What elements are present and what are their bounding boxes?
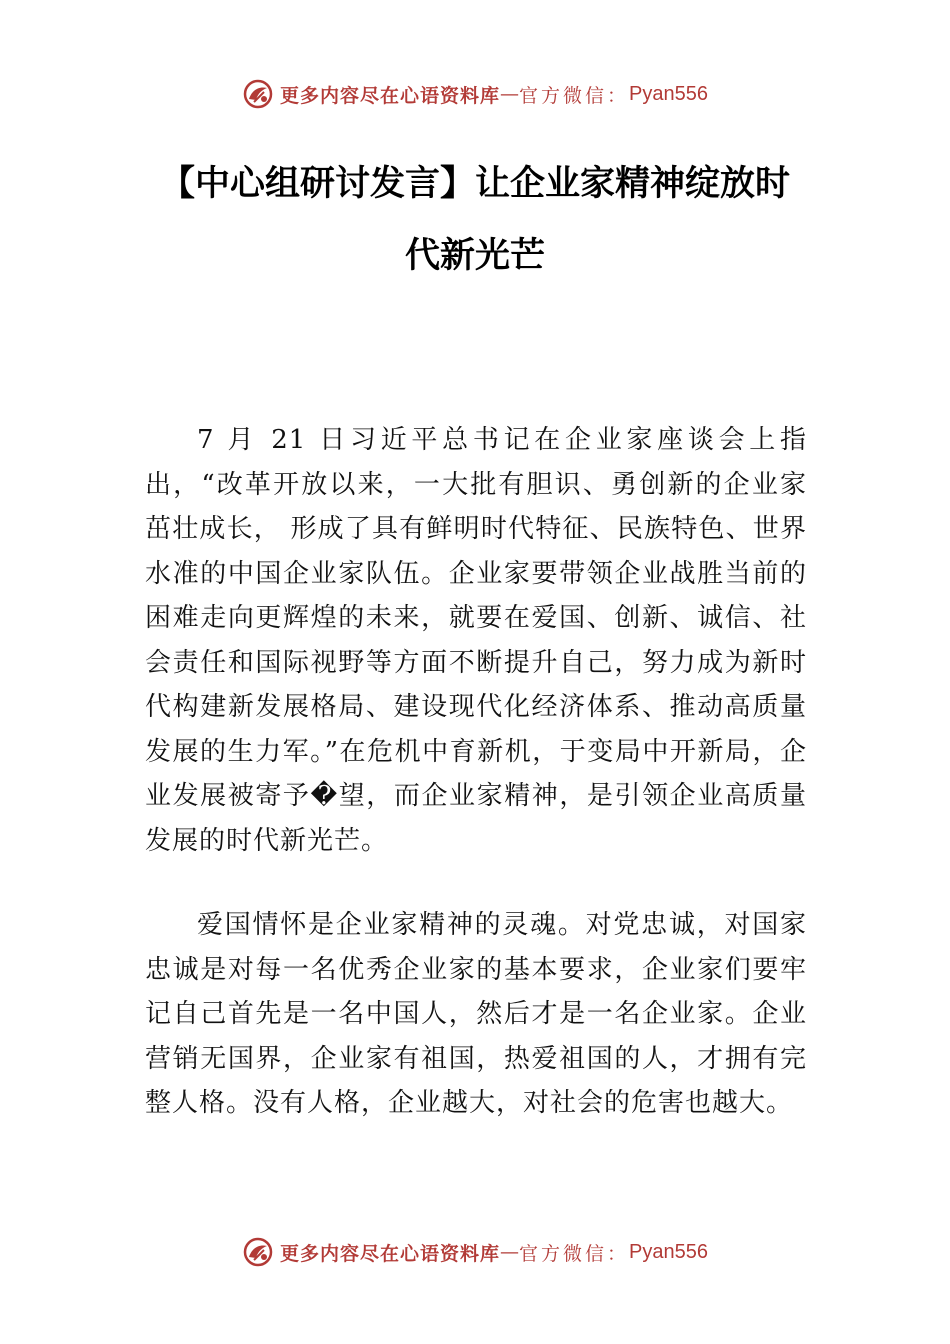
wechat-id: Pyan556 bbox=[629, 82, 708, 105]
wechat-label: 官方微信： bbox=[519, 1242, 630, 1265]
wechat-label: 官方微信： bbox=[519, 84, 630, 107]
site-name-text: 更多内容尽在心语资料库 bbox=[280, 84, 501, 107]
banner-separator: — bbox=[500, 1241, 520, 1263]
footer-watermark-banner bbox=[0, 1232, 950, 1272]
brand-logo-icon bbox=[242, 1236, 274, 1268]
body-paragraph-2: 爱国情怀是企业家精神的灵魂。对党忠诚，对国家忠诚是对每一名优秀企业家的基本要求，企业家们要牢记自己首先是一名中国人，然后才是一名企业家。企业营销无国界，企业家有祖国，热爱祖国的人，才拥有完整人格。没有人格，企业越大，对社会的危害也越大。 bbox=[145, 910, 807, 1118]
brand-logo-icon bbox=[242, 78, 274, 110]
banner-separator: — bbox=[500, 83, 520, 105]
document-title: 【中心组研讨发言】让企业家精神绽放时代新光芒 bbox=[159, 164, 790, 276]
header-watermark-banner bbox=[0, 74, 950, 114]
site-name-text: 更多内容尽在心语资料库 bbox=[280, 1242, 501, 1265]
wechat-id: Pyan556 bbox=[629, 1240, 708, 1263]
body-paragraph-1: 7 月 21 日习近平总书记在企业家座谈会上指出，“改革开放以来，一大批有胆识、勇创新的企业家茁壮成长， 形成了具有鲜明时代特征、民族特色、世界水准的中国企业家队伍。企业家要带领企业战胜当前的困难走向更辉煌的未来，就要在爱国、创新、诚信、社会责任和国际视野等方面不断提升自己，努力成为新时代构建新发展格局、建设现代化经济体系、推动高质量发展的生力军。”在危机中育新机，于变局中开新局，企业发展被寄予�望，而企业家精神，是引领企业高质量发展的时代新光芒。 bbox=[145, 425, 807, 856]
